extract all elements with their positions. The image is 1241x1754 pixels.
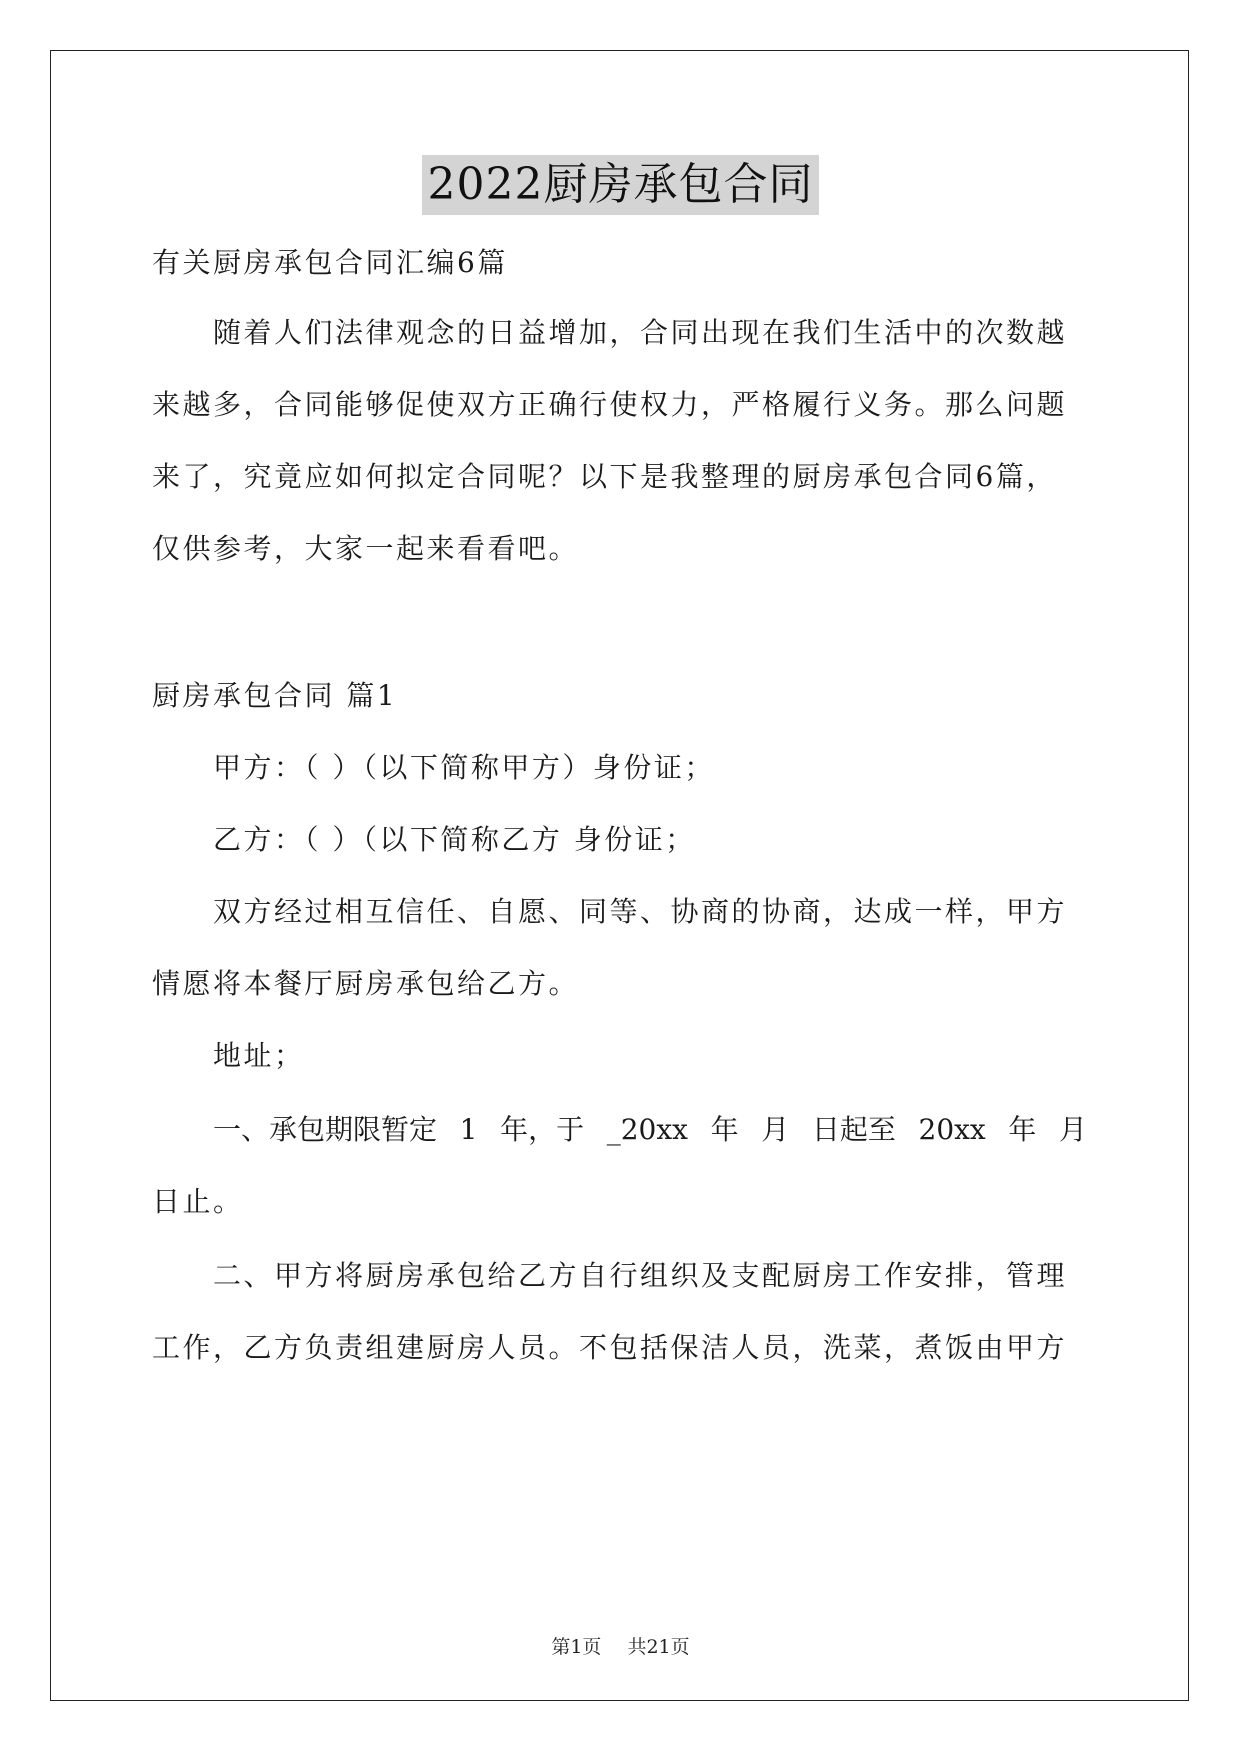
clause-2-line-1: 二、甲方将厨房承包给乙方自行组织及支配厨房工作安排，管理 [213, 1259, 1068, 1292]
clause-1-segment: 月 [1058, 1113, 1087, 1146]
intro-line-1: 随着人们法律观念的日益增加，合同出现在我们生活中的次数越 [213, 316, 1068, 349]
document-title-block [0, 155, 1241, 215]
clause-1-segment: 一、承包期限暂定 [213, 1113, 438, 1146]
clause-1-segment: 年 [1008, 1113, 1037, 1146]
document-subtitle: 有关厨房承包合同汇编6篇 [152, 246, 508, 279]
clause-1-segment: _20xx [606, 1113, 688, 1146]
page-footer [0, 1632, 1241, 1659]
intro-line-2: 来越多，合同能够促使双方正确行使权力，严格履行义务。那么问题 [152, 388, 1068, 421]
clause-1-segment: 月 [761, 1113, 790, 1146]
section-heading: 厨房承包合同 篇1 [152, 679, 398, 712]
clause-1-segment: 20xx [918, 1113, 986, 1146]
intro-line-3: 来了，究竟应如何拟定合同呢？以下是我整理的厨房承包合同6篇， [152, 460, 1057, 493]
clause-1-segment: 年，于 [500, 1113, 585, 1146]
clause-1-segment: 日起至 [811, 1113, 896, 1146]
agreement-line-1: 双方经过相互信任、自愿、同等、协商的协商，达成一样，甲方 [213, 895, 1068, 928]
page-number: 第1页 [551, 1636, 602, 1658]
address-line: 地址； [213, 1039, 305, 1072]
party-a-line: 甲方：（ ）（以下简称甲方）身份证； [213, 751, 715, 784]
clause-1-segment: 1 [459, 1113, 478, 1146]
document-title: 2022厨房承包合同 [422, 155, 820, 215]
clause-2-line-2: 工作，乙方负责组建厨房人员。不包括保洁人员，洗菜，煮饭由甲方 [152, 1331, 1068, 1364]
clause-1-line [213, 1110, 1087, 1150]
party-b-line: 乙方：（ ）（以下简称乙方 身份证； [213, 823, 696, 856]
page-border [50, 50, 1189, 1701]
intro-line-4: 仅供参考，大家一起来看看吧。 [152, 532, 580, 565]
clause-1-segment: 年 [710, 1113, 739, 1146]
clause-1-continuation: 日止。 [152, 1185, 244, 1218]
agreement-line-2: 情愿将本餐厅厨房承包给乙方。 [152, 967, 580, 1000]
total-pages: 共21页 [627, 1636, 690, 1658]
